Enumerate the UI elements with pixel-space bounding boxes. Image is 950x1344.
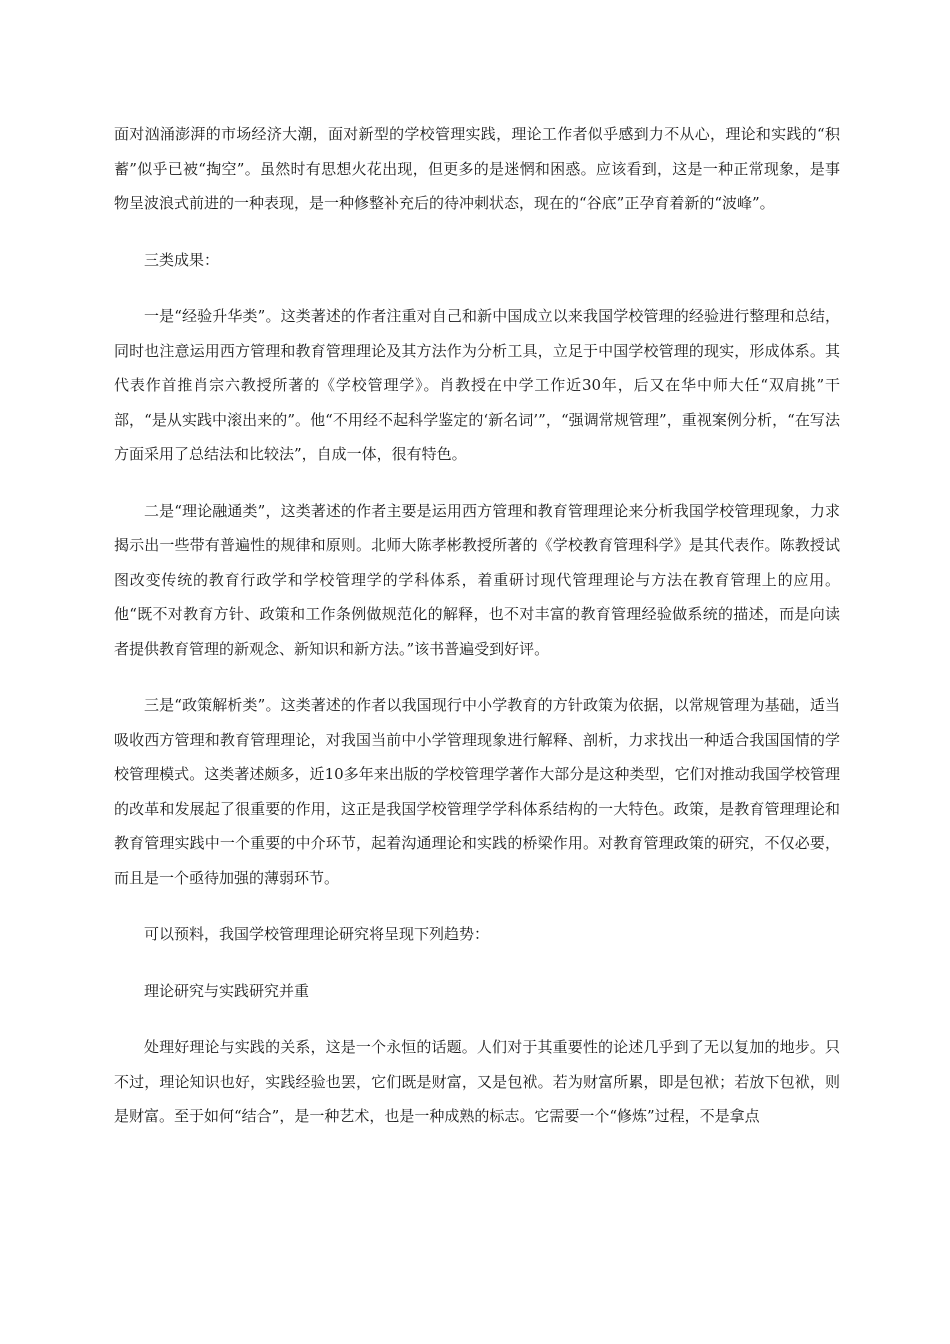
heading-three-types: 三类成果： xyxy=(144,250,220,269)
section-heading-trend: 理论研究与实践研究并重 xyxy=(144,981,310,1000)
paragraph-type-one: 一是“经验升华类”。这类著述的作者注重对自己和新中国成立以来我国学校管理的经验进行整理和总结，同时也注意运用西方管理和教育管理理论及其方法作为分析工具，立足于中国学校管理的现实，形成体系。其代表作首推肖宗六教授所著的《学校管理学》。肖教授在中学工作近30年，后又在华中师大任“双肩挑”干部，“是从实践中滚出来的”。他“不用经不起科学鉴定的‘新名词’”，“强调常规管理”，重视案例分析，“在写法方面采用了总结法和比较法”，自成一体，很有特色。 xyxy=(114,307,840,463)
paragraph-trend-intro: 可以预料，我国学校管理理论研究将呈现下列趋势： xyxy=(144,925,490,943)
paragraph-type-three: 三是“政策解析类”。这类著述的作者以我国现行中小学教育的方针政策为依据，以常规管理为基础，适当吸收西方管理和教育管理理论，对我国当前中小学管理现象进行解释、剖析，力求找出一种适合我国国情的学校管理模式。这类著述颇多，近10多年来出版的学校管理学著作大部分是这种类型，它们对推动我国学校管理的改革和发展起了很重要的作用，这正是我国学校管理学学科体系结构的一大特色。政策，是教育管理理论和教育管理实践中一个重要的中介环节，起着沟通理论和实践的桥梁作用。对教育管理政策的研究，不仅必要，而且是一个亟待加强的薄弱环节。 xyxy=(114,696,840,887)
paragraph-trend-body: 处理好理论与实践的关系，这是一个永恒的话题。人们对于其重要性的论述几乎到了无以复加的地步。只不过，理论知识也好，实践经验也罢，它们既是财富，又是包袱。若为财富所累，即是包袱；若放下包袱，则是财富。至于如何“结合”，是一种艺术，也是一种成熟的标志。它需要一个“修炼”过程，不是拿点 xyxy=(114,1038,840,1125)
document-body xyxy=(114,117,840,1156)
paragraph-intro: 面对汹涌澎湃的市场经济大潮，面对新型的学校管理实践，理论工作者似乎感到力不从心，理论和实践的“积蓄”似乎已被“掏空”。虽然时有思想火花出现，但更多的是迷惘和困惑。应该看到，这是一种正常现象，是事物呈波浪式前进的一种表现，是一种修整补充后的待冲刺状态，现在的“谷底”正孕育着新的“波峰”。 xyxy=(114,125,840,212)
paragraph-type-two: 二是“理论融通类”，这类著述的作者主要是运用西方管理和教育管理理论来分析我国学校管理现象，力求揭示出一些带有普遍性的规律和原则。北师大陈孝彬教授所著的《学校教育管理科学》是其代表作。陈教授试图改变传统的教育行政学和学校管理学的学科体系，着重研讨现代管理理论与方法在教育管理上的应用。他“既不对教育方针、政策和工作条例做规范化的解释，也不对丰富的教育管理经验做系统的描述，而是向读者提供教育管理的新观念、新知识和新方法。”该书普遍受到好评。 xyxy=(114,501,840,658)
